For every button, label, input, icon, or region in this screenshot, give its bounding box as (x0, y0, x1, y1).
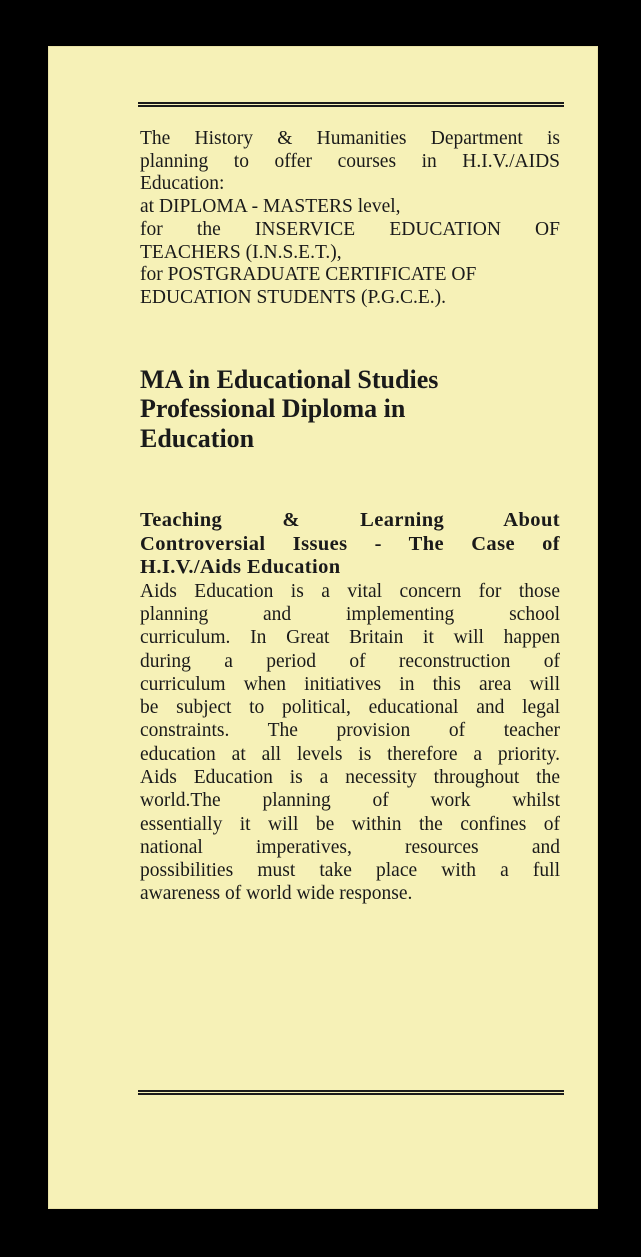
article-body (140, 580, 560, 906)
body-line: Aids Education is a necessity throughout the (140, 767, 560, 788)
top-double-rule (138, 102, 564, 107)
body-line: awareness of world wide response. (140, 883, 413, 905)
intro-line: for POSTGRADUATE CERTIFICATE OF (140, 264, 477, 286)
body-line: constraints. The provision of teacher (140, 720, 560, 742)
heading-line: MA in Educational Studies (140, 364, 439, 394)
body-line: planning and implementing school (140, 603, 560, 625)
heading-line: Education (140, 423, 255, 453)
intro-line: The History & Humanities Department is (140, 128, 560, 149)
intro-line: Education: (140, 173, 225, 195)
intro-line: TEACHERS (I.N.S.E.T.), (140, 241, 342, 263)
intro-line: planning to offer courses in H.I.V./AIDS (140, 150, 560, 172)
body-line: curriculum. In Great Britain it will happen (140, 627, 560, 649)
article-title-line: H.I.V./Aids Education (140, 556, 341, 579)
intro-line: at DIPLOMA - MASTERS level, (140, 196, 401, 218)
article-title-line: Teaching & Learning About (140, 509, 560, 532)
intro-line: for the INSERVICE EDUCATION OF (140, 218, 560, 240)
bottom-double-rule (138, 1090, 564, 1095)
article-title (140, 509, 560, 580)
article-title-line: Controversial Issues - The Case of (140, 532, 560, 555)
leaflet-content (140, 128, 560, 906)
body-line: curriculum when initiatives in this area will (140, 673, 560, 695)
leaflet-page (48, 46, 598, 1209)
body-line: world.The planning of work whilst (140, 790, 560, 812)
intro-paragraph (140, 128, 560, 310)
body-line: be subject to political, educational and legal (140, 697, 560, 719)
body-line: during a period of reconstruction of (140, 650, 560, 672)
course-heading (140, 365, 560, 454)
body-line: possibilities must take place with a full (140, 860, 560, 882)
intro-line: EDUCATION STUDENTS (P.G.C.E.). (140, 286, 447, 308)
body-line: essentially it will be within the confines of (140, 813, 560, 835)
body-line: national imperatives, resources and (140, 836, 560, 858)
body-line: education at all levels is therefore a priority. (140, 743, 560, 765)
heading-line: Professional Diploma in (140, 394, 406, 424)
body-line: Aids Education is a vital concern for those (140, 580, 560, 602)
